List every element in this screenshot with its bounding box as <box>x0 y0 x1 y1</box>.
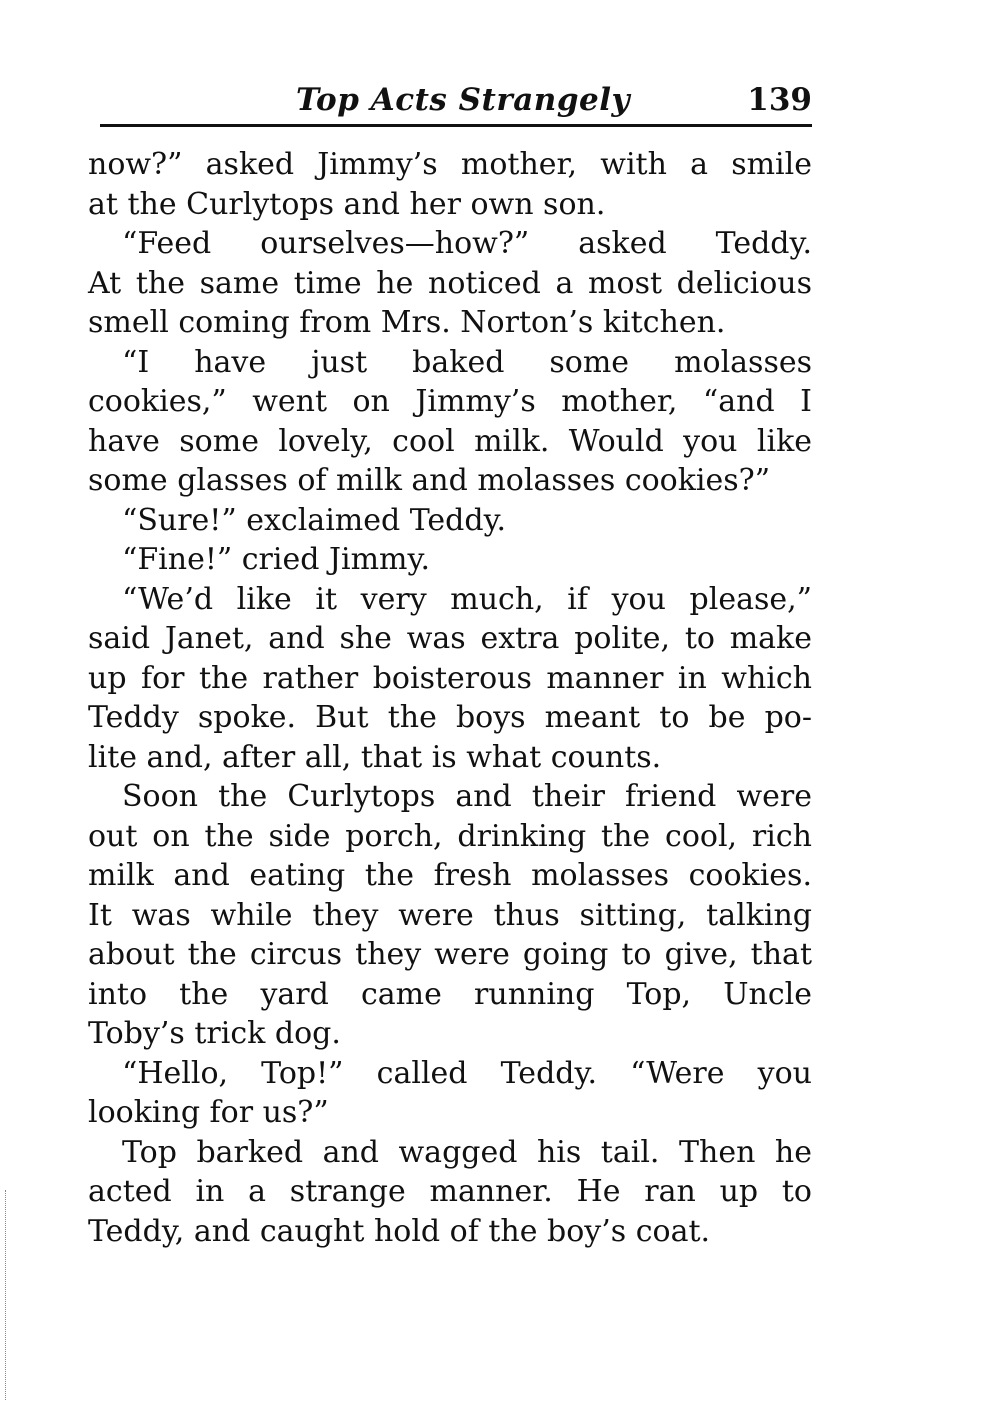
text-line: Teddy, and caught hold of the boy’s coat. <box>88 1213 711 1249</box>
text-line: up for the rather boisterous manner in which <box>88 660 812 696</box>
text-line: have some lovely, cool milk. Would you like <box>88 423 812 459</box>
text-line: out on the side porch, drinking the cool, rich <box>88 818 812 854</box>
running-head <box>100 82 812 122</box>
text-line: Top barked and wagged his tail. Then he <box>122 1134 812 1170</box>
text-line: into the yard came running Top, Uncle <box>88 976 812 1012</box>
text-line: “Sure!” exclaimed Teddy. <box>122 502 507 538</box>
text-line: “Feed ourselves—how?” asked Teddy. <box>122 226 812 261</box>
text-line: cookies,” went on Jimmy’s mother, “and I <box>88 384 812 419</box>
text-line: lite and, after all, that is what counts. <box>88 739 662 775</box>
text-line: Toby’s trick dog. <box>88 1016 341 1051</box>
text-line: It was while they were thus sitting, talking <box>88 897 812 933</box>
body-text <box>88 145 812 1251</box>
text-line: some glasses of milk and molasses cookies?” <box>88 463 771 498</box>
text-line: “I have just baked some molasses <box>122 344 812 380</box>
text-line: Teddy spoke. But the boys meant to be po- <box>88 700 812 735</box>
page-number: 139 <box>747 82 812 118</box>
text-line: now?” asked Jimmy’s mother, with a smile <box>88 147 812 182</box>
text-line: acted in a strange manner. He ran up to <box>88 1174 812 1209</box>
scan-edge-marks <box>5 1190 9 1400</box>
text-line: about the circus they were going to give, that <box>88 937 812 972</box>
text-line: said Janet, and she was extra polite, to make <box>88 621 812 656</box>
text-line: smell coming from Mrs. Norton’s kitchen. <box>88 305 726 340</box>
text-line: “Fine!” cried Jimmy. <box>122 542 430 577</box>
text-line: looking for us?” <box>88 1095 329 1130</box>
running-title: Top Acts Strangely <box>296 82 631 118</box>
text-line: milk and eating the fresh molasses cookies. <box>88 858 812 893</box>
text-line: Soon the Curlytops and their friend were <box>122 779 812 814</box>
text-line: At the same time he noticed a most delicious <box>88 265 812 301</box>
header-rule <box>100 124 812 127</box>
text-line: “We’d like it very much, if you please,” <box>122 581 812 617</box>
text-line: “Hello, Top!” called Teddy. “Were you <box>122 1055 812 1091</box>
text-line: at the Curlytops and her own son. <box>88 186 606 222</box>
